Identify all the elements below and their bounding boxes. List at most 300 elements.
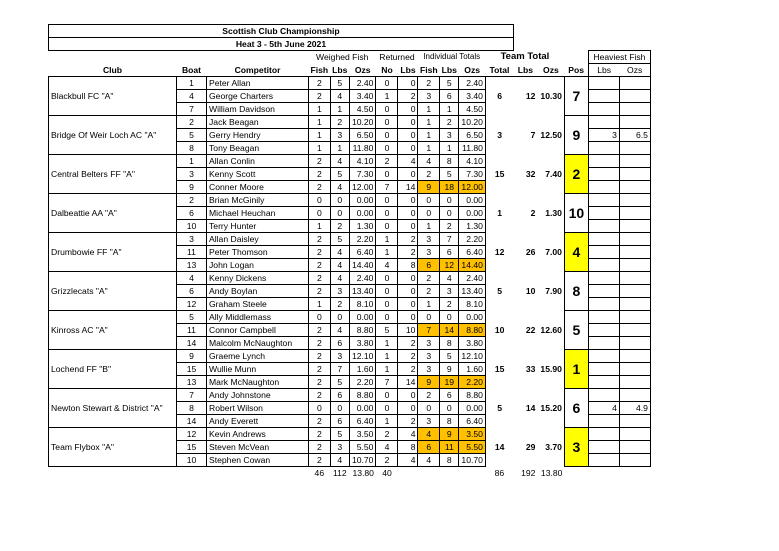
individual-fish: 0 bbox=[418, 194, 440, 207]
team-ozs: 7.90 bbox=[545, 286, 562, 296]
boat-number: 10 bbox=[177, 454, 207, 467]
individual-fish: 0 bbox=[418, 207, 440, 220]
weighed-lbs: 0 bbox=[330, 402, 349, 415]
weighed-lbs: 6 bbox=[330, 415, 349, 428]
individual-ozs: 4.10 bbox=[459, 155, 486, 168]
team-total: 6 bbox=[497, 91, 503, 102]
weighed-fish: 2 bbox=[309, 90, 331, 103]
individual-ozs: 12.10 bbox=[459, 350, 486, 363]
heaviest-ozs bbox=[619, 90, 650, 103]
footer-team-lbs: 192 bbox=[521, 467, 536, 478]
boat-number: 3 bbox=[177, 233, 207, 246]
weighed-fish: 0 bbox=[309, 207, 331, 220]
heaviest-lbs bbox=[588, 324, 619, 337]
returned-no: 0 bbox=[376, 207, 398, 220]
individual-lbs: 0 bbox=[440, 311, 459, 324]
heaviest-lbs bbox=[588, 116, 619, 129]
individual-lbs: 9 bbox=[440, 428, 459, 441]
weighed-lbs: 1 bbox=[330, 103, 349, 116]
heaviest-lbs bbox=[588, 77, 619, 90]
blank-cell bbox=[459, 467, 486, 480]
returned-no: 0 bbox=[376, 272, 398, 285]
heaviest-ozs bbox=[619, 285, 650, 298]
blank-cell bbox=[418, 467, 440, 480]
club-name: Central Belters FF "A" bbox=[49, 155, 177, 194]
blank-cell bbox=[49, 467, 177, 480]
competitor-name: Malcolm McNaughton bbox=[207, 337, 309, 350]
competitor-name: Mark McNaughton bbox=[207, 376, 309, 389]
weighed-fish: 2 bbox=[309, 246, 331, 259]
weighed-ozs: 7.30 bbox=[349, 168, 376, 181]
weighed-lbs: 4 bbox=[330, 454, 349, 467]
boat-number: 6 bbox=[177, 285, 207, 298]
club-name: Lochend FF "B" bbox=[49, 350, 177, 389]
boat-number: 15 bbox=[177, 441, 207, 454]
individual-lbs: 8 bbox=[440, 454, 459, 467]
weighed-fish: 2 bbox=[309, 259, 331, 272]
returned-lbs: 2 bbox=[398, 337, 418, 350]
heaviest-ozs bbox=[619, 441, 650, 454]
boat-number: 13 bbox=[177, 376, 207, 389]
boat-number: 9 bbox=[177, 181, 207, 194]
weighed-fish: 0 bbox=[309, 402, 331, 415]
boat-number: 15 bbox=[177, 363, 207, 376]
individual-fish: 1 bbox=[418, 142, 440, 155]
footer-team-total: 86 bbox=[494, 467, 505, 478]
competitor-name: Terry Hunter bbox=[207, 220, 309, 233]
boat-number: 6 bbox=[177, 207, 207, 220]
competitor-name: Conner Moore bbox=[207, 181, 309, 194]
results-sheet bbox=[48, 24, 651, 479]
individual-ozs: 4.50 bbox=[459, 103, 486, 116]
individual-lbs: 2 bbox=[440, 116, 459, 129]
individual-lbs: 2 bbox=[440, 220, 459, 233]
individual-ozs: 3.40 bbox=[459, 90, 486, 103]
team-lbs: 29 bbox=[525, 442, 536, 452]
individual-lbs: 0 bbox=[440, 194, 459, 207]
heaviest-ozs bbox=[619, 376, 650, 389]
competitor-name: Gerry Hendry bbox=[207, 129, 309, 142]
competitor-name: Stephen Cowan bbox=[207, 454, 309, 467]
returned-no: 0 bbox=[376, 389, 398, 402]
club-name: Bridge Of Weir Loch AC "A" bbox=[49, 116, 177, 155]
weighed-ozs: 8.80 bbox=[349, 324, 376, 337]
weighed-ozs: 6.40 bbox=[349, 415, 376, 428]
weighed-lbs: 1 bbox=[330, 142, 349, 155]
heaviest-ozs bbox=[619, 207, 650, 220]
returned-lbs: 0 bbox=[398, 194, 418, 207]
weighed-fish: 2 bbox=[309, 168, 331, 181]
competitor-row bbox=[49, 194, 651, 207]
individual-fish: 4 bbox=[418, 428, 440, 441]
lbs-col-header: Lbs bbox=[332, 64, 348, 75]
weighed-lbs: 2 bbox=[330, 220, 349, 233]
weighed-lbs: 0 bbox=[330, 311, 349, 324]
individual-ozs: 6.40 bbox=[459, 415, 486, 428]
weighed-fish: 2 bbox=[309, 389, 331, 402]
competitor-name: Steven McVean bbox=[207, 441, 309, 454]
position: 4 bbox=[564, 233, 588, 272]
weighed-ozs: 2.20 bbox=[349, 376, 376, 389]
weighed-fish: 0 bbox=[309, 311, 331, 324]
heaviest-ozs bbox=[619, 194, 650, 207]
heaviest-ozs bbox=[619, 220, 650, 233]
blank-cell bbox=[177, 467, 207, 480]
heat-title: Heat 3 - 5th June 2021 bbox=[49, 38, 514, 51]
weighed-lbs: 5 bbox=[330, 233, 349, 246]
competitor-row bbox=[49, 428, 651, 441]
weighed-ozs: 12.10 bbox=[349, 350, 376, 363]
heaviest-lbs bbox=[588, 285, 619, 298]
heaviest-ozs bbox=[619, 246, 650, 259]
individual-header: Individual Totals bbox=[423, 52, 481, 62]
individual-lbs: 19 bbox=[440, 376, 459, 389]
competitor-name: Andy Johnstone bbox=[207, 389, 309, 402]
boat-number: 2 bbox=[177, 194, 207, 207]
weighed-fish: 2 bbox=[309, 428, 331, 441]
weighed-fish: 2 bbox=[309, 155, 331, 168]
weighed-ozs: 12.00 bbox=[349, 181, 376, 194]
competitor-name: Brian McGinily bbox=[207, 194, 309, 207]
individual-fish: 0 bbox=[418, 311, 440, 324]
returned-no: 7 bbox=[376, 376, 398, 389]
weighed-lbs: 6 bbox=[330, 337, 349, 350]
boat-number: 1 bbox=[177, 155, 207, 168]
weighed-fish: 1 bbox=[309, 142, 331, 155]
team-ozs-col-header: Ozs bbox=[537, 64, 564, 77]
heaviest-ozs bbox=[619, 272, 650, 285]
heaviest-lbs bbox=[588, 233, 619, 246]
team-ozs: 12.60 bbox=[540, 325, 562, 335]
individual-fish: 3 bbox=[418, 350, 440, 363]
individual-fish: 2 bbox=[418, 389, 440, 402]
individual-lbs: 1 bbox=[440, 103, 459, 116]
heaviest-lbs bbox=[588, 220, 619, 233]
returned-no: 0 bbox=[376, 168, 398, 181]
individual-fish: 1 bbox=[418, 129, 440, 142]
results-table bbox=[48, 24, 651, 479]
heaviest-ozs bbox=[619, 168, 650, 181]
returned-lbs: 8 bbox=[398, 259, 418, 272]
returned-lbs: 0 bbox=[398, 402, 418, 415]
weighed-lbs: 6 bbox=[330, 389, 349, 402]
returned-lbs: 0 bbox=[398, 272, 418, 285]
individual-lbs: 1 bbox=[440, 142, 459, 155]
heaviest-ozs bbox=[619, 350, 650, 363]
competitor-name: Allan Conlin bbox=[207, 155, 309, 168]
team-ozs: 15.90 bbox=[540, 364, 562, 374]
heaviest-ozs bbox=[619, 116, 650, 129]
team-lbs: 10 bbox=[525, 286, 536, 296]
blank-cell bbox=[49, 51, 309, 64]
weighed-ozs: 8.10 bbox=[349, 298, 376, 311]
returned-lbs: 4 bbox=[398, 428, 418, 441]
competitor-name: Michael Heuchan bbox=[207, 207, 309, 220]
weighed-lbs: 5 bbox=[330, 376, 349, 389]
boat-number: 11 bbox=[177, 246, 207, 259]
boat-number: 12 bbox=[177, 298, 207, 311]
team-ozs: 15.20 bbox=[540, 403, 562, 413]
competitor-row bbox=[49, 311, 651, 324]
heaviest-lbs bbox=[588, 428, 619, 441]
returned-lbs: 0 bbox=[398, 285, 418, 298]
heaviest-ozs bbox=[619, 415, 650, 428]
weighed-ozs: 0.00 bbox=[349, 402, 376, 415]
individual-lbs: 11 bbox=[440, 441, 459, 454]
weighed-lbs: 4 bbox=[330, 181, 349, 194]
heaviest-lbs bbox=[588, 454, 619, 467]
individual-ozs: 8.80 bbox=[459, 324, 486, 337]
individual-fish: 2 bbox=[418, 285, 440, 298]
boat-number: 7 bbox=[177, 103, 207, 116]
team-lbs: 26 bbox=[525, 247, 536, 257]
competitor-name: Peter Thomson bbox=[207, 246, 309, 259]
heaviest-lbs bbox=[588, 363, 619, 376]
heat-row bbox=[49, 38, 651, 51]
club-name: Kinross AC "A" bbox=[49, 311, 177, 350]
weighed-ozs: 2.40 bbox=[349, 77, 376, 90]
heaviest-lbs bbox=[588, 415, 619, 428]
returned-lbs: 2 bbox=[398, 415, 418, 428]
footer-weighed-fish: 46 bbox=[314, 468, 325, 478]
weighed-ozs: 3.40 bbox=[349, 90, 376, 103]
returned-lbs: 14 bbox=[398, 181, 418, 194]
returned-lbs: 0 bbox=[398, 389, 418, 402]
club-name: Drumbowie FF "A" bbox=[49, 233, 177, 272]
returned-no: 0 bbox=[376, 142, 398, 155]
weighed-lbs: 3 bbox=[330, 129, 349, 142]
individual-lbs: 14 bbox=[440, 324, 459, 337]
individual-lbs: 0 bbox=[440, 402, 459, 415]
returned-lbs: 0 bbox=[398, 298, 418, 311]
individual-lbs: 3 bbox=[440, 285, 459, 298]
weighed-lbs: 4 bbox=[330, 246, 349, 259]
weighed-fish: 2 bbox=[309, 272, 331, 285]
boat-number: 11 bbox=[177, 324, 207, 337]
individual-fish: 3 bbox=[418, 337, 440, 350]
individual-lbs: 2 bbox=[440, 298, 459, 311]
weighed-fish: 2 bbox=[309, 454, 331, 467]
team-total-header: Team Total bbox=[500, 51, 550, 63]
team-lbs: 2 bbox=[530, 208, 536, 218]
weighed-fish: 2 bbox=[309, 441, 331, 454]
weighed-lbs: 5 bbox=[330, 168, 349, 181]
returned-lbs: 2 bbox=[398, 246, 418, 259]
weighed-fish: 2 bbox=[309, 181, 331, 194]
individual-ozs: 8.10 bbox=[459, 298, 486, 311]
returned-lbs: 4 bbox=[398, 454, 418, 467]
individual-fish: 2 bbox=[418, 77, 440, 90]
competitor-row bbox=[49, 77, 651, 90]
heaviest-ozs bbox=[619, 77, 650, 90]
individual-lbs: 5 bbox=[440, 168, 459, 181]
heaviest-lbs bbox=[588, 311, 619, 324]
weighed-lbs: 3 bbox=[330, 285, 349, 298]
heaviest-lbs bbox=[588, 155, 619, 168]
heaviest-ozs bbox=[619, 428, 650, 441]
competitor-name: Kenny Dickens bbox=[207, 272, 309, 285]
weighed-fish: 0 bbox=[309, 194, 331, 207]
returned-lbs: 4 bbox=[398, 155, 418, 168]
boat-number: 4 bbox=[177, 90, 207, 103]
team-lbs: 33 bbox=[525, 364, 536, 374]
club-name: Grizzlecats "A" bbox=[49, 272, 177, 311]
competitor-name: Andy Boylan bbox=[207, 285, 309, 298]
weighed-ozs: 13.40 bbox=[349, 285, 376, 298]
individual-ozs: 6.50 bbox=[459, 129, 486, 142]
returned-no: 0 bbox=[376, 311, 398, 324]
returned-lbs: 0 bbox=[398, 77, 418, 90]
boat-number: 3 bbox=[177, 168, 207, 181]
team-total: 14 bbox=[494, 442, 505, 452]
individual-ozs: 1.60 bbox=[459, 363, 486, 376]
returned-lbs: 2 bbox=[398, 350, 418, 363]
individual-ozs: 2.40 bbox=[459, 77, 486, 90]
heaviest-lbs: 4 bbox=[588, 402, 619, 415]
individual-ozs: 2.40 bbox=[459, 272, 486, 285]
individual-fish: 1 bbox=[418, 298, 440, 311]
individual-fish: 3 bbox=[418, 246, 440, 259]
weighed-ozs: 0.00 bbox=[349, 311, 376, 324]
footer-returned-no: 40 bbox=[382, 468, 392, 478]
total-col-header: Total bbox=[485, 64, 513, 77]
individual-ozs: 7.30 bbox=[459, 168, 486, 181]
competitor-name: Kevin Andrews bbox=[207, 428, 309, 441]
individual-lbs: 8 bbox=[440, 415, 459, 428]
individual-fish: 4 bbox=[418, 155, 440, 168]
returned-no: 2 bbox=[376, 454, 398, 467]
returned-no: 1 bbox=[376, 246, 398, 259]
returned-lbs: 2 bbox=[398, 90, 418, 103]
ind-lbs-col-header: Lbs bbox=[441, 64, 457, 75]
weighed-fish: 1 bbox=[309, 298, 331, 311]
individual-lbs: 0 bbox=[440, 207, 459, 220]
individual-ozs: 12.00 bbox=[459, 181, 486, 194]
heaviest-ozs bbox=[619, 454, 650, 467]
competitor-row bbox=[49, 155, 651, 168]
returned-no: 5 bbox=[376, 324, 398, 337]
team-lbs-col-header: Lbs bbox=[513, 64, 537, 77]
weighed-ozs: 5.50 bbox=[349, 441, 376, 454]
boat-number: 8 bbox=[177, 402, 207, 415]
individual-fish: 9 bbox=[418, 181, 440, 194]
weighed-ozs: 2.20 bbox=[349, 233, 376, 246]
weighed-lbs: 4 bbox=[330, 155, 349, 168]
weighed-lbs: 7 bbox=[330, 363, 349, 376]
team-lbs: 14 bbox=[525, 403, 536, 413]
weighed-ozs: 4.50 bbox=[349, 103, 376, 116]
weighed-lbs: 0 bbox=[330, 194, 349, 207]
returned-lbs: 0 bbox=[398, 311, 418, 324]
individual-fish: 7 bbox=[418, 324, 440, 337]
individual-ozs: 0.00 bbox=[459, 311, 486, 324]
individual-lbs: 3 bbox=[440, 129, 459, 142]
weighed-fish: 2 bbox=[309, 233, 331, 246]
heaviest-ozs bbox=[619, 259, 650, 272]
no-col-header: No bbox=[376, 64, 398, 77]
weighed-lbs: 2 bbox=[330, 116, 349, 129]
individual-lbs: 12 bbox=[440, 259, 459, 272]
heaviest-lbs bbox=[588, 389, 619, 402]
totals-row bbox=[49, 467, 651, 480]
individual-fish: 3 bbox=[418, 415, 440, 428]
returned-lbs: 10 bbox=[398, 324, 418, 337]
club-name: Team Flybox "A" bbox=[49, 428, 177, 467]
ind-fish-col-header: Fish bbox=[419, 64, 438, 75]
competitor-name: Wullie Munn bbox=[207, 363, 309, 376]
individual-fish: 0 bbox=[418, 402, 440, 415]
weighed-ozs: 0.00 bbox=[349, 207, 376, 220]
returned-lbs: 2 bbox=[398, 363, 418, 376]
returned-no: 0 bbox=[376, 402, 398, 415]
team-total: 3 bbox=[497, 130, 503, 140]
team-ozs: 10.30 bbox=[540, 91, 562, 102]
competitor-name: Tony Beagan bbox=[207, 142, 309, 155]
group-header-row bbox=[49, 51, 651, 64]
position: 8 bbox=[564, 272, 588, 311]
boat-number: 13 bbox=[177, 259, 207, 272]
weighed-ozs: 1.60 bbox=[349, 363, 376, 376]
returned-no: 4 bbox=[376, 259, 398, 272]
heaviest-lbs bbox=[588, 103, 619, 116]
returned-lbs: 0 bbox=[398, 207, 418, 220]
boat-number: 1 bbox=[177, 77, 207, 90]
individual-lbs: 6 bbox=[440, 90, 459, 103]
weighed-fish: 2 bbox=[309, 376, 331, 389]
weighed-ozs: 10.70 bbox=[349, 454, 376, 467]
competitor-name: Allan Daisley bbox=[207, 233, 309, 246]
weighed-header: Weighed Fish bbox=[316, 52, 369, 63]
weighed-lbs: 5 bbox=[330, 428, 349, 441]
individual-lbs: 5 bbox=[440, 77, 459, 90]
heaviest-lbs bbox=[588, 441, 619, 454]
returned-header: Returned bbox=[379, 52, 415, 63]
column-header-row bbox=[49, 64, 651, 77]
returned-no: 1 bbox=[376, 363, 398, 376]
individual-lbs: 8 bbox=[440, 337, 459, 350]
individual-ozs: 13.40 bbox=[459, 285, 486, 298]
individual-lbs: 6 bbox=[440, 389, 459, 402]
individual-fish: 3 bbox=[418, 90, 440, 103]
individual-lbs: 4 bbox=[440, 272, 459, 285]
boat-number: 5 bbox=[177, 311, 207, 324]
weighed-fish: 2 bbox=[309, 337, 331, 350]
heaviest-ozs-col-header: Ozs bbox=[619, 64, 650, 77]
individual-ozs: 14.40 bbox=[459, 259, 486, 272]
returned-no: 1 bbox=[376, 350, 398, 363]
position: 2 bbox=[564, 155, 588, 194]
heaviest-lbs bbox=[588, 246, 619, 259]
heaviest-ozs bbox=[619, 103, 650, 116]
fish-col-header: Fish bbox=[310, 64, 329, 75]
weighed-ozs: 2.40 bbox=[349, 272, 376, 285]
heaviest-lbs bbox=[588, 337, 619, 350]
team-total: 12 bbox=[494, 247, 505, 257]
returned-no: 0 bbox=[376, 103, 398, 116]
individual-ozs: 0.00 bbox=[459, 207, 486, 220]
weighed-ozs: 3.50 bbox=[349, 428, 376, 441]
club-name: Newton Stewart & District "A" bbox=[49, 389, 177, 428]
heaviest-lbs bbox=[588, 376, 619, 389]
heaviest-ozs bbox=[619, 311, 650, 324]
individual-ozs: 3.50 bbox=[459, 428, 486, 441]
weighed-fish: 1 bbox=[309, 129, 331, 142]
returned-no: 4 bbox=[376, 441, 398, 454]
footer-weighed-lbs: 112 bbox=[332, 468, 347, 478]
individual-ozs: 10.20 bbox=[459, 116, 486, 129]
weighed-fish: 1 bbox=[309, 220, 331, 233]
competitor-name: William Davidson bbox=[207, 103, 309, 116]
